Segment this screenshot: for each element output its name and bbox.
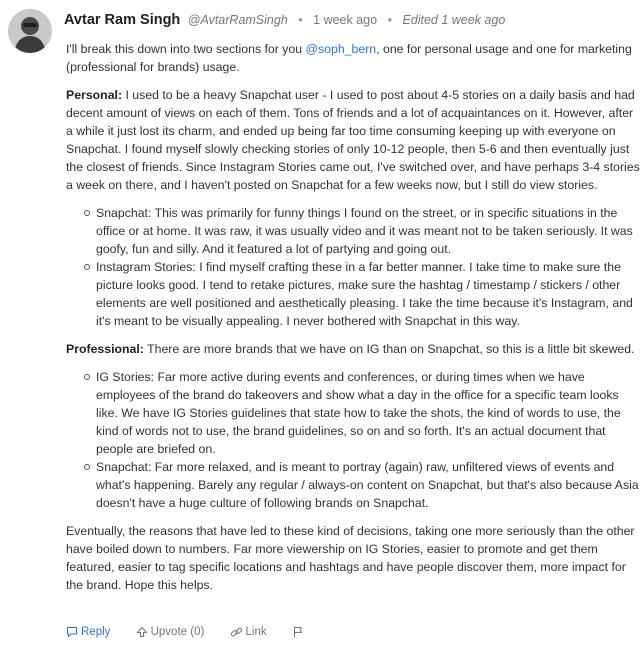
list-item: Instagram Stories: I find myself crafting these in a far better manner. I take time to make sure the picture looks good. I tend to retake pictures, make sure the hashtag / timestamp / stickers / other elements are well positioned and aesthetically pleasing. I take the time because it's Instagram, and it's meant to be visually appealing. I never bothered with Snapchat in this way. bbox=[84, 258, 640, 330]
personal-paragraph bbox=[66, 86, 640, 194]
link-button[interactable] bbox=[230, 626, 267, 638]
flag-button[interactable] bbox=[292, 626, 307, 638]
answer-body bbox=[66, 40, 640, 604]
list-item: Snapchat: Far more relaxed, and is meant to portray (again) raw, unfiltered views of events and what's happening. Barely any regular / always-on content on Snapchat, but that's also because Asia doesn't have a huge culture of following brands on Snapchat. bbox=[84, 458, 640, 512]
link-icon bbox=[230, 626, 243, 638]
personal-list bbox=[66, 204, 640, 330]
intro-text: I'll break this down into two sections for you bbox=[66, 42, 306, 56]
list-item: IG Stories: Far more active during events and conferences, or during times when we have employees of the brand do takeovers and show what a day in the office for a specific team looks like. We have IG Stories guidelines that state how to take the shots, the kind of words to use, the kind of words not to use, the brand guidelines, so on and so forth. It's an actual document that people are briefed on. bbox=[84, 368, 640, 458]
intro-text: , one for personal usage and one for marketing (professional for brands) usage. bbox=[66, 42, 632, 74]
reply-button[interactable] bbox=[66, 626, 110, 638]
answer-actions bbox=[66, 626, 329, 641]
post-time[interactable]: 1 week ago bbox=[313, 13, 378, 27]
avatar-photo bbox=[8, 9, 52, 53]
link-label: Link bbox=[245, 626, 267, 638]
professional-text: There are more brands that we have on IG than on Snapchat, so this is a little bit skewed. bbox=[143, 342, 635, 356]
conclusion-paragraph: Eventually, the reasons that have led to these kind of decisions, taking one more seriously than the other have boiled down to numbers. Far more viewership on IG Stories, easier to promote and get them featured, easier to tag specific locations and hashtags and have people discover them, more impact for the brand. Hope this helps. bbox=[66, 524, 635, 592]
personal-label: Personal: bbox=[66, 88, 123, 102]
separator-dot: • bbox=[387, 13, 392, 27]
author-avatar[interactable] bbox=[8, 9, 52, 53]
user-mention-link[interactable]: @soph_bern bbox=[305, 42, 377, 56]
professional-paragraph bbox=[66, 340, 640, 358]
answer-header bbox=[64, 12, 505, 28]
upvote-label: Upvote (0) bbox=[150, 626, 205, 638]
reply-icon bbox=[66, 626, 78, 638]
reply-label: Reply bbox=[81, 626, 111, 638]
upvote-button[interactable] bbox=[136, 626, 205, 638]
professional-label: Professional: bbox=[66, 342, 144, 356]
upvote-icon bbox=[136, 626, 148, 638]
edited-time[interactable]: Edited 1 week ago bbox=[402, 13, 506, 27]
flag-icon bbox=[292, 626, 304, 638]
separator-dot: • bbox=[298, 13, 303, 27]
professional-list bbox=[66, 368, 640, 512]
author-name[interactable]: Avtar Ram Singh bbox=[64, 12, 181, 28]
personal-text: I used to be a heavy Snapchat user - I used to post about 4-5 stories on a daily basis and had decent amount of views on each of them. Tons of friends and a lot of acquaintances on it. However, after a while it just lost its charm, and ended up being far too time consuming keeping up with everyone on Snapchat. I found myself slowly checking stories of only 10-12 people, then 5-6 and then eventually just the closest of friends. Since Instagram Stories came out, I've switched over, and have perhaps 3-4 stories a week on there, and I haven't posted on Snapchat for a few weeks now, but I still do view stories. bbox=[66, 88, 640, 192]
list-item: Snapchat: This was primarily for funny things I found on the street, or in specific situations in the office or at home. It was raw, it was usually video and it was meant not to be taken seriously. It was goofy, fun and silly. And it featured a lot of partying and going out. bbox=[84, 204, 640, 258]
author-handle[interactable]: @AvtarRamSingh bbox=[187, 13, 288, 27]
intro-paragraph bbox=[66, 40, 640, 76]
